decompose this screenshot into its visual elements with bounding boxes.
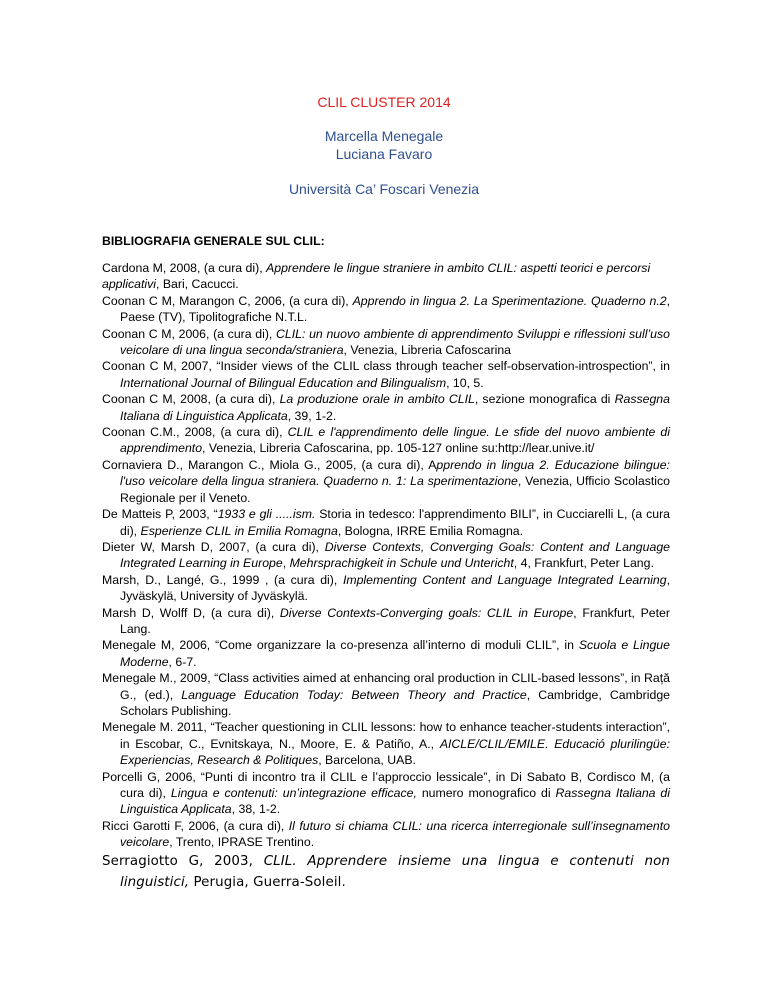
author-name: Marcella Menegale [324,128,444,144]
bibliography-entry: Ricci Garotti F, 2006, (a cura di), Il futuro si chiama CLIL: una ricerca interregionale sull’insegnamento veicolare, Trento, IPRASE Trentino. [102,818,670,850]
bibliography-entry: Cardona M, 2008, (a cura di), Apprendere le lingue straniere in ambito CLIL: aspetti teorici e percorsi applicativi, Bari, Cacucci. [102,261,651,292]
bibliography-entry: Menegale M. 2011, “Teacher questioning in CLIL lessons: how to enhance teacher-students interaction”, in Escobar, C., Evnitskaya, N., Moore, E. & Patiño, A., AICLE/CLIL/EMILE. Educació plurilingüe: Experiencias, Research & Politiques, Barcelona, UAB. [102,720,671,768]
bibliography-entry: Menegale M., 2009, “Class activities aimed at enhancing oral production in CLIL-based lessons”, in Rață G., (ed.), Language Education Today: Between Theory and Practice, Cambridge, Cambridge Scholars Publishing. [102,671,671,718]
bibliography-entry: Marsh, D., Langé, G., 1999 , (a cura di), Implementing Content and Language Integrated Learning, Jyväskylä, University of Jyväskylä. [102,572,671,604]
bibliography-entry: De Matteis P, 2003, “1933 e gli .....ism. Storia in tedesco: l'apprendimento BILI”, in Cucciarelli L, (a cura di), Esperienze CLIL in Emilia Romagna, Bologna, IRRE Emilia Romagna. [102,507,671,538]
bibliography-entry: Dieter W, Marsh D, 2007, (a cura di), Diverse Contexts, Converging Goals: Content and Language Integrated Learning in Europe, Mehrsprachigkeit in Schule und Untericht, 4, Frankfurt, Peter Lang. [102,539,670,571]
institution-name: Università Ca’ Foscari Venezia [288,181,480,197]
bibliography-entry: Marsh D, Wolff D, (a cura di), Diverse Contexts-Converging goals: CLIL in Europe, Frankfurt, Peter Lang. [102,605,670,636]
bibliography-entry: Porcelli G, 2006, “Punti di incontro tra il CLIL e l’approccio lessicale”, in Di Sabato B, Cordisco M, (a cura di), Lingua e contenuti: un’integrazione efficace, numero monografico di Rassegna Italiana di Linguistica Applicata, 38, 1-2. [102,769,670,817]
bibliography-entry: Coonan C M, 2006, (a cura di), CLIL: un nuovo ambiente di apprendimento Sviluppi e riflessioni sull’uso veicolare di una lingua seconda/straniera, Venezia, Libreria Cafoscarina [102,326,670,358]
document-title: CLIL CLUSTER 2014 [317,94,451,110]
bibliography-entry: Menegale M, 2006, “Come organizzare la co-presenza all’interno di moduli CLIL”, in Scuola e Lingue Moderne, 6-7. [102,638,670,669]
section-title: BIBLIOGRAFIA GENERALE SUL CLIL: [102,234,325,248]
author-name: Luciana Favaro [335,146,433,162]
bibliography-entry: Coonan C M, 2007, “Insider views of the CLIL class through teacher self-observation-introspection”, in International Journal of Bilingual Education and Bilingualism, 10, 5. [102,359,670,390]
bibliography-entry: Coonan C.M., 2008, (a cura di), CLIL e l'apprendimento delle lingue. Le sfide del nuovo ambiente di apprendimento, Venezia, Libreria Cafoscarina, pp. 105-127 online su:http://lear.unive.it/ [102,425,670,456]
bibliography-entry: Serragiotto G, 2003, CLIL. Apprendere insieme una lingua e contenuti non linguistici, Perugia, Guerra-Soleil. [102,853,670,890]
bibliography-entry: Coonan C M, 2008, (a cura di), La produzione orale in ambito CLIL, sezione monografica di Rassegna Italiana di Linguistica Applicata, 39, 1-2. [102,392,670,423]
bibliography-entry: Coonan C M, Marangon C, 2006, (a cura di), Apprendo in lingua 2. La Sperimentazione. Quaderno n.2, Paese (TV), Tipolitografiche N.T.L. [102,293,670,325]
bibliography-entry: Cornaviera D., Marangon C., Miola G., 2005, (a cura di), Apprendo in lingua 2. Educazione bilingue: l'uso veicolare della lingua straniera. Quaderno n. 1: La sperimentazione, Venezia, Ufficio Scolastico Regionale per il Veneto. [102,457,670,505]
bibliography-list [102,260,670,893]
